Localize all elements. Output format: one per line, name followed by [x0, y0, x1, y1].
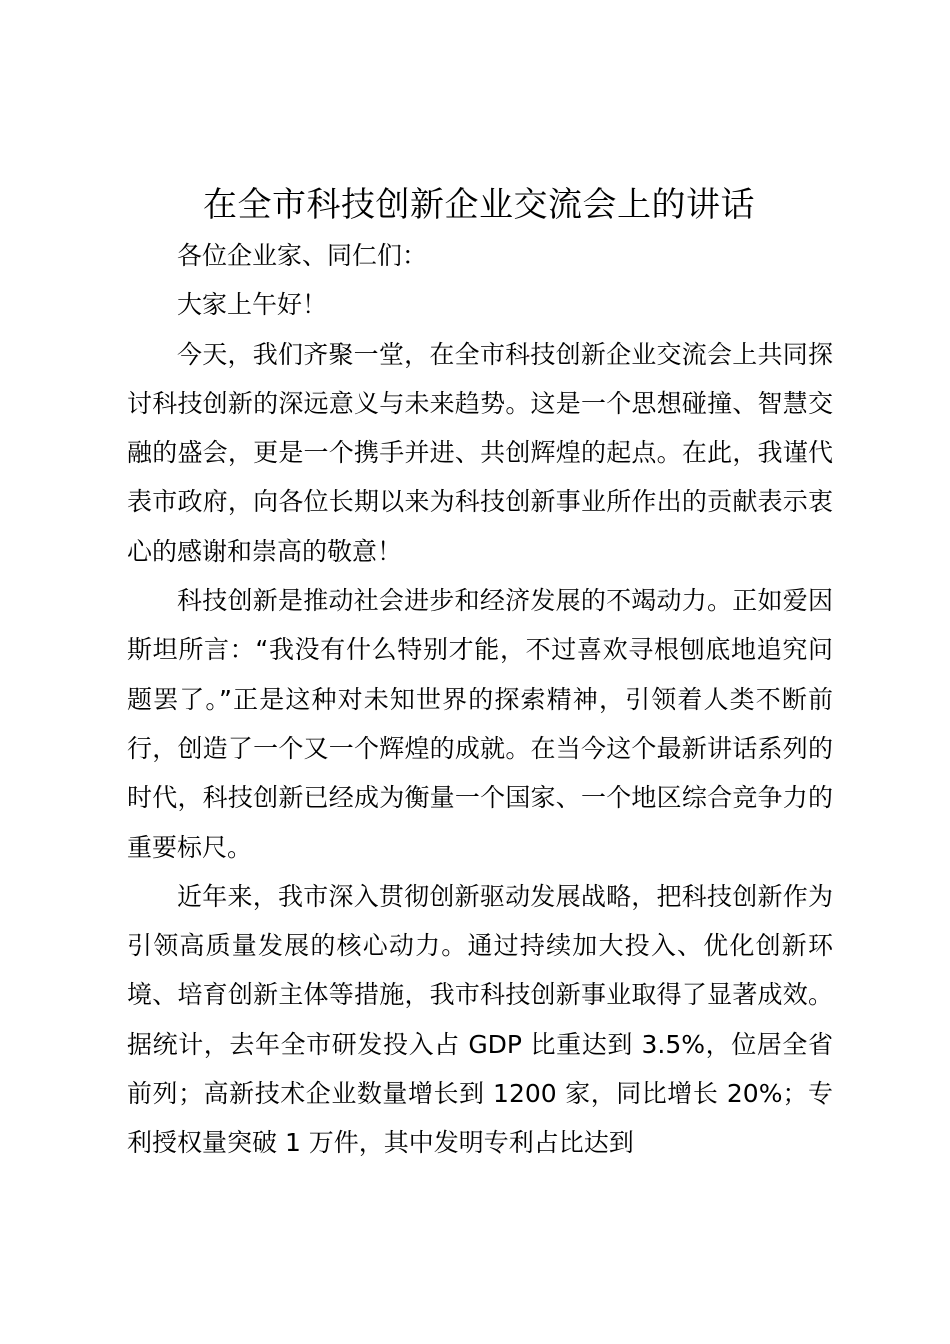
- body-paragraph: 今天，我们齐聚一堂，在全市科技创新企业交流会上共同探讨科技创新的深远意义与未来趋势。这是一个思想碰撞、智慧交融的盛会，更是一个携手并进、共创辉煌的起点。在此，我谨代表市政府，向各位长期以来为科技创新事业所作出的贡献表示衷心的感谢和崇高的敬意！: [127, 339, 833, 566]
- salutation: 各位企业家、同仁们：: [177, 241, 428, 270]
- body-paragraph: 科技创新是推动社会进步和经济发展的不竭动力。正如爱因斯坦所言：“我没有什么特别才能，不过喜欢寻根刨底地追究问题罢了。”正是这种对未知世界的探索精神，引领着人类不断前行，创造了一个又一个辉煌的成就。在当今这个最新讲话系列的时代，科技创新已经成为衡量一个国家、一个地区综合竞争力的重要标尺。: [127, 586, 833, 862]
- body-paragraph: 近年来，我市深入贯彻创新驱动发展战略，把科技创新作为引领高质量发展的核心动力。通过持续加大投入、优化创新环境、培育创新主体等措施，我市科技创新事业取得了显著成效。据统计，去年全市研发投入占 GDP 比重达到 3.5%，位居全省前列；高新技术企业数量增长到 1200 家，同比增长 20%；专利授权量突破 1 万件，其中发明专利占比达到: [127, 881, 833, 1158]
- document-title: 在全市科技创新企业交流会上的讲话: [203, 185, 755, 225]
- document-body: [127, 231, 833, 1168]
- greeting: 大家上午好！: [177, 290, 328, 320]
